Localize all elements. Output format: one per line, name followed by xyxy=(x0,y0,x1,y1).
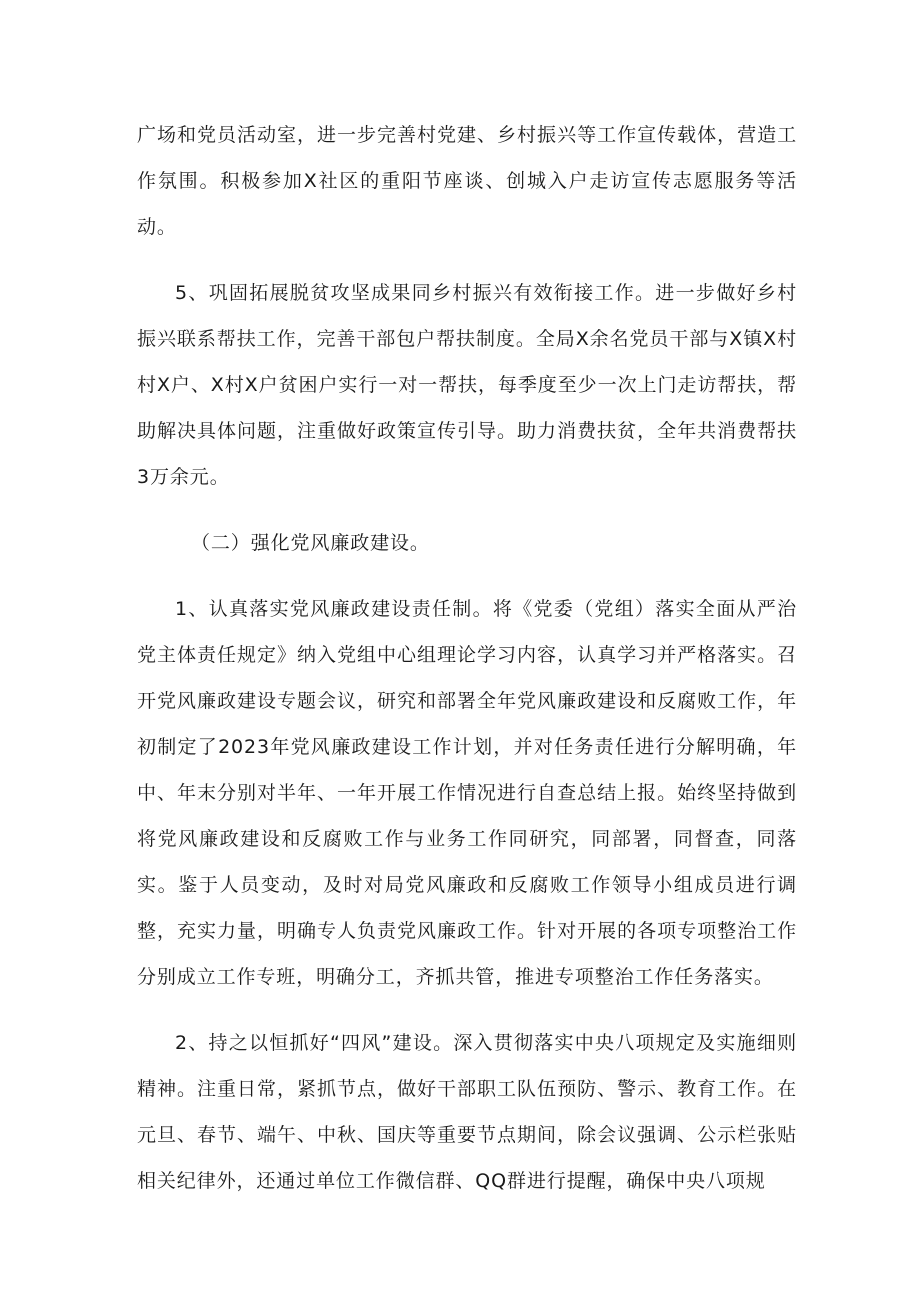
paragraph-item-1: 1、认真落实党风廉政建设责任制。将《党委（党组）落实全面从严治党主体责任规定》纳入党组中心组理论学习内容，认真学习并严格落实。召开党风廉政建设专题会议，研究和部署全年党风廉政建设和反腐败工作，年初制定了2023年党风廉政建设工作计划，并对任务责任进行分解明确，年中、年末分别对半年、一年开展工作情况进行自查总结上报。始终坚持做到将党风廉政建设和反腐败工作与业务工作同研究，同部署，同督查，同落实。鉴于人员变动，及时对局党风廉政和反腐败工作领导小组成员进行调整，充实力量，明确专人负责党风廉政工作。针对开展的各项专项整治工作分别成立工作专班，明确分工，齐抓共管，推进专项整治工作任务落实。 xyxy=(137,598,797,988)
section-heading-2: （二）强化党风廉政建设。 xyxy=(191,532,430,554)
paragraph-item-2: 2、持之以恒抓好“四风”建设。深入贯彻落实中央八项规定及实施细则精神。注重日常，紧抓节点，做好干部职工队伍预防、警示、教育工作。在元旦、春节、端午、中秋、国庆等重要节点期间，除会议强调、公示栏张贴相关纪律外，还通过单位工作微信群、QQ群进行提醒，确保中央八项规 xyxy=(137,1032,797,1192)
paragraph-continuation: 广场和党员活动室，进一步完善村党建、乡村振兴等工作宣传载体，营造工作氛围。积极参加X社区的重阳节座谈、创城入户走访宣传志愿服务等活动。 xyxy=(137,124,797,238)
paragraph-item-5: 5、巩固拓展脱贫攻坚成果同乡村振兴有效衔接工作。进一步做好乡村振兴联系帮扶工作，完善干部包户帮扶制度。全局X余名党员干部与X镇X村村X户、X村X户贫困户实行一对一帮扶，每季度至少一次上门走访帮扶，帮助解决具体问题，注重做好政策宣传引导。助力消费扶贫，全年共消费帮扶3万余元。 xyxy=(137,282,797,488)
document-body xyxy=(137,112,797,1224)
